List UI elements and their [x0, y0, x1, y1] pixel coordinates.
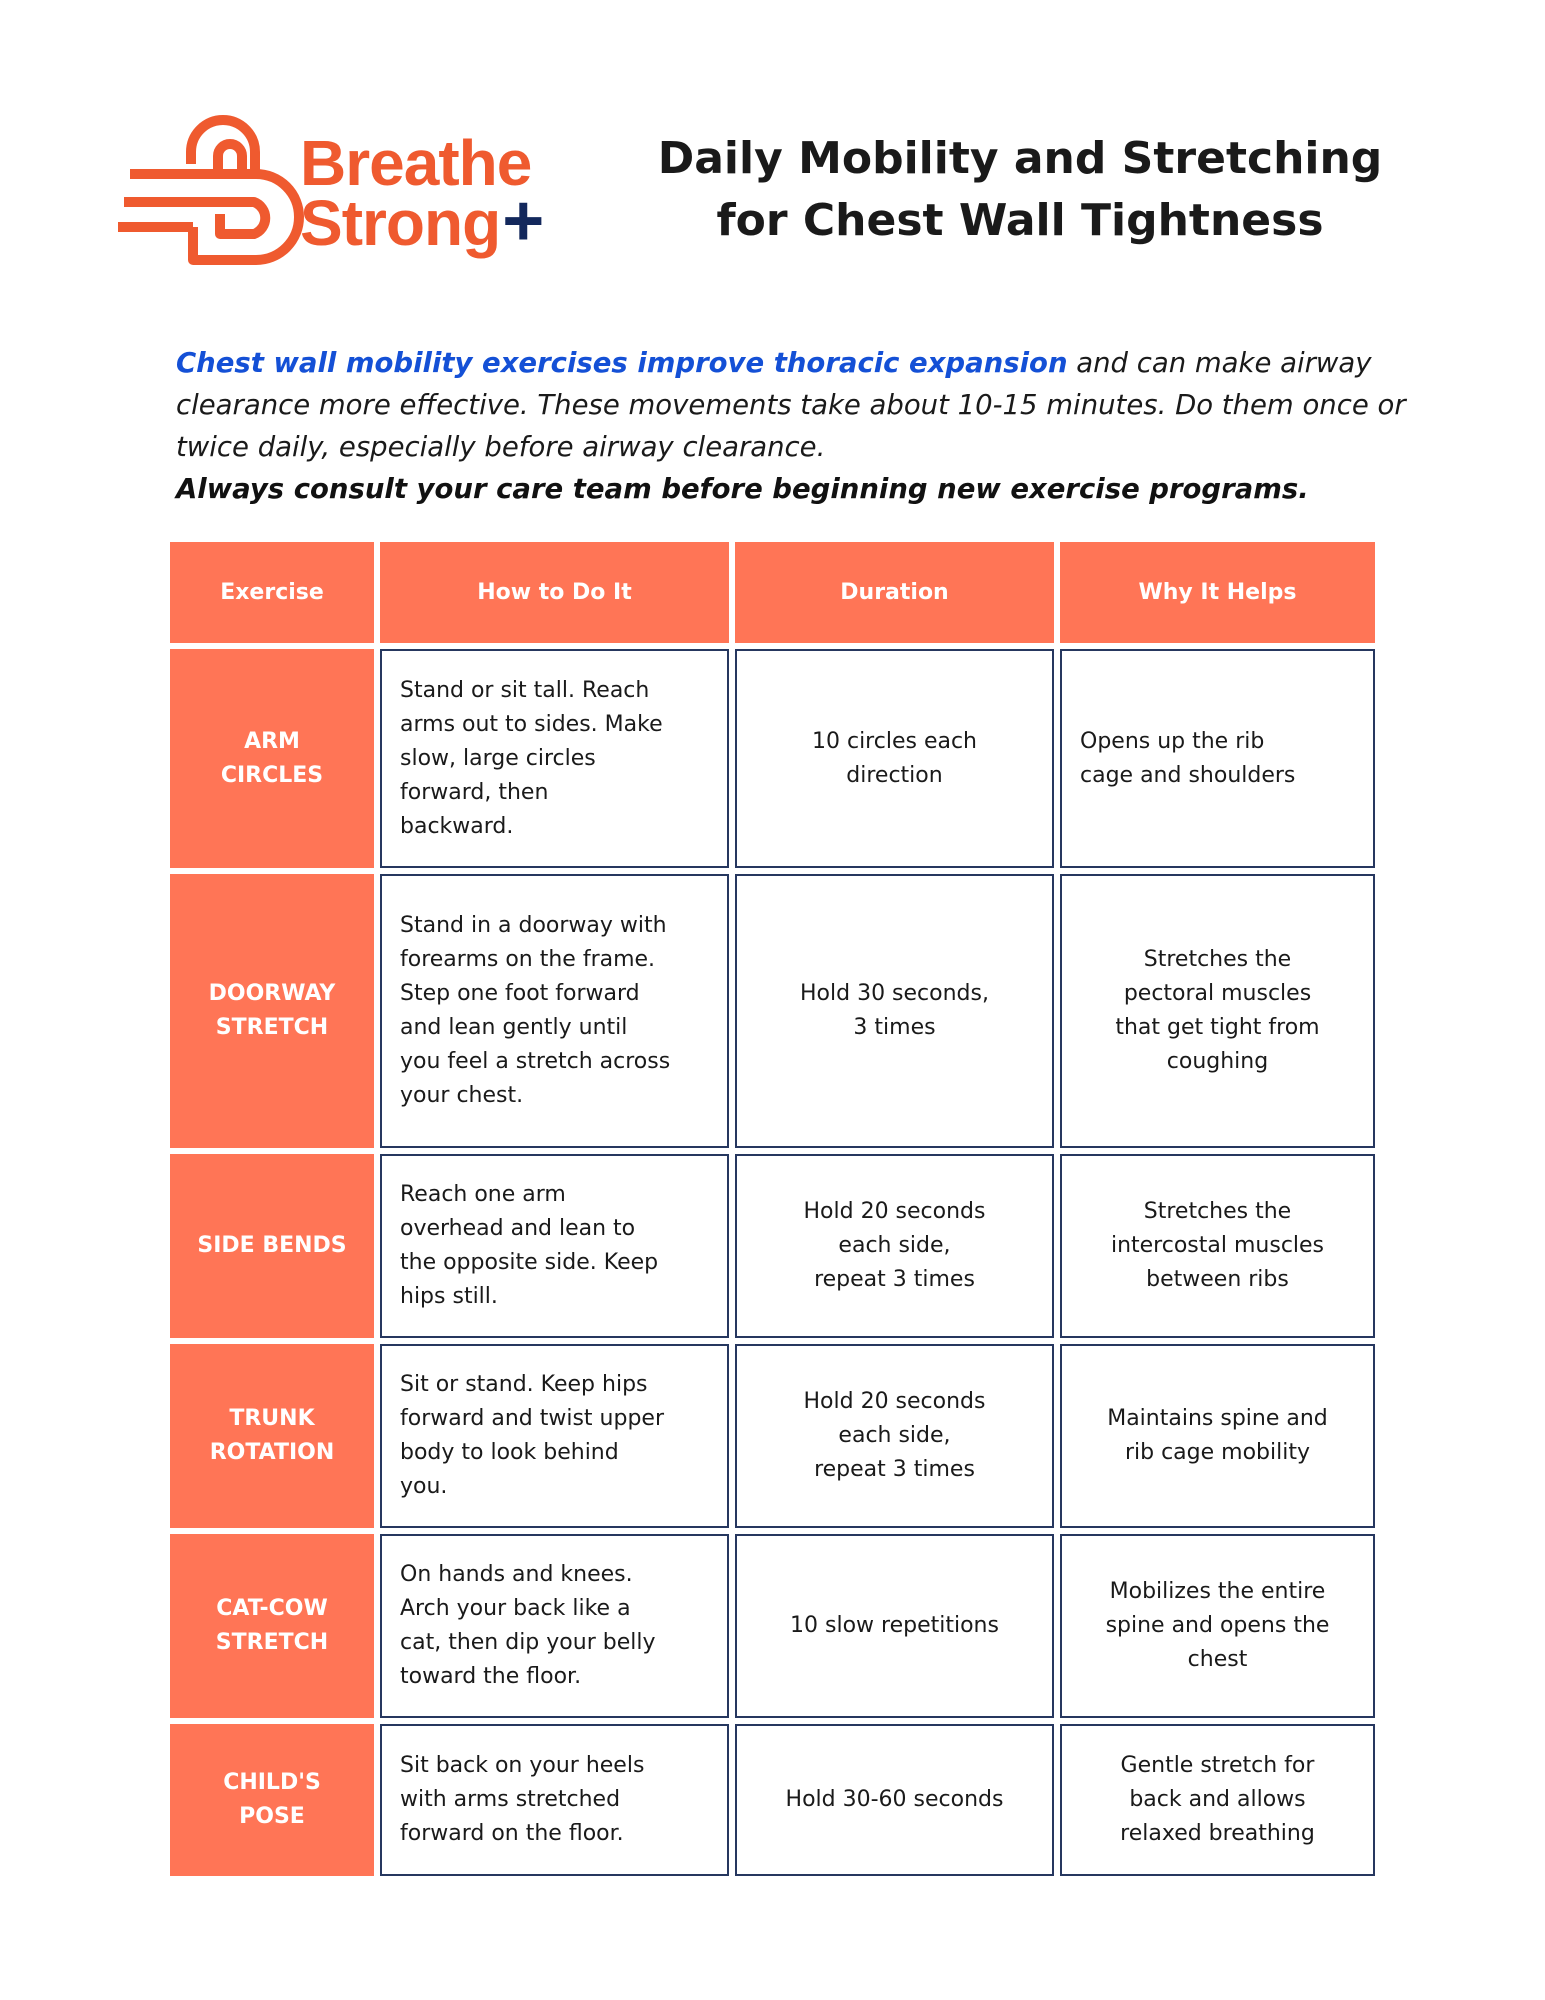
exercise-name-cell	[170, 649, 374, 868]
title-line-1: Daily Mobility and Stretching	[657, 133, 1383, 184]
how-cell	[380, 1724, 729, 1876]
breathe-b-icon	[108, 112, 308, 272]
intro-paragraph	[176, 342, 1416, 510]
brand-name-line2: Strong	[300, 187, 501, 259]
why-text: Mobilizes the entire spine and opens the chest	[1105, 1579, 1330, 1672]
header-how: How to Do It	[380, 542, 729, 643]
table-row	[170, 649, 1375, 868]
duration-text: 10 slow repetitions	[790, 1613, 999, 1638]
brand-name-line1: Breathe	[300, 127, 532, 199]
why-text: Opens up the rib cage and shoulders	[1080, 728, 1296, 788]
duration-text: Hold 20 seconds each side, repeat 3 times	[803, 1389, 986, 1482]
why-cell	[1060, 1344, 1375, 1528]
exercise-name: SIDE BENDS	[197, 1233, 347, 1258]
how-text: Reach one arm overhead and lean to the opposite side. Keep hips still.	[400, 1182, 659, 1309]
header-exercise: Exercise	[170, 542, 374, 643]
why-text: Stretches the pectoral muscles that get tight from coughing	[1115, 947, 1320, 1074]
how-cell	[380, 649, 729, 868]
duration-cell	[735, 1534, 1054, 1718]
table-row	[170, 1154, 1375, 1338]
how-cell	[380, 1344, 729, 1528]
duration-text: Hold 30-60 seconds	[785, 1787, 1004, 1812]
duration-cell	[735, 1344, 1054, 1528]
how-cell	[380, 1154, 729, 1338]
why-cell	[1060, 1154, 1375, 1338]
exercise-name-cell	[170, 1534, 374, 1718]
exercise-name-cell	[170, 874, 374, 1148]
exercise-table	[170, 542, 1375, 1882]
exercise-name: CHILD'S POSE	[223, 1770, 321, 1829]
duration-cell	[735, 1724, 1054, 1876]
intro-highlight: Chest wall mobility exercises improve thoracic expansion	[176, 347, 1068, 379]
duration-cell	[735, 1154, 1054, 1338]
duration-cell	[735, 649, 1054, 868]
table-header-row	[170, 542, 1375, 643]
exercise-name: DOORWAY STRETCH	[208, 981, 336, 1040]
table-row	[170, 1724, 1375, 1876]
table-row	[170, 1344, 1375, 1528]
duration-text: 10 circles each direction	[811, 728, 977, 788]
how-text: On hands and knees. Arch your back like a cat, then dip your belly toward the floor.	[400, 1562, 656, 1689]
page-title	[620, 128, 1420, 252]
intro-warning: Always consult your care team before beginning new exercise programs.	[176, 473, 1309, 505]
how-text: Stand in a doorway with forearms on the frame. Step one foot forward and lean gently until you feel a stretch across your chest.	[400, 913, 671, 1108]
why-text: Gentle stretch for back and allows relaxed breathing	[1120, 1753, 1315, 1846]
why-cell	[1060, 649, 1375, 868]
how-text: Sit back on your heels with arms stretched forward on the floor.	[400, 1753, 645, 1846]
why-cell	[1060, 1534, 1375, 1718]
duration-cell	[735, 874, 1054, 1148]
how-cell	[380, 1534, 729, 1718]
title-line-2: for Chest Wall Tightness	[716, 195, 1324, 246]
how-cell	[380, 874, 729, 1148]
how-text: Sit or stand. Keep hips forward and twist upper body to look behind you.	[400, 1372, 664, 1499]
exercise-name: ARM CIRCLES	[220, 728, 324, 788]
header-why: Why It Helps	[1060, 542, 1375, 643]
brand-logo	[108, 112, 588, 272]
duration-text: Hold 30 seconds, 3 times	[800, 981, 989, 1040]
exercise-name: CAT-COW STRETCH	[215, 1596, 329, 1655]
plus-icon: +	[502, 181, 544, 261]
exercise-name: TRUNK ROTATION	[209, 1406, 335, 1465]
exercise-name-cell	[170, 1154, 374, 1338]
why-cell	[1060, 874, 1375, 1148]
exercise-name-cell	[170, 1724, 374, 1876]
why-text: Maintains spine and rib cage mobility	[1107, 1406, 1328, 1465]
brand-name	[300, 127, 544, 261]
table-row	[170, 1534, 1375, 1718]
header-duration: Duration	[735, 542, 1054, 643]
how-text: Stand or sit tall. Reach arms out to sides. Make slow, large circles forward, then backward.	[400, 677, 663, 839]
table-row	[170, 874, 1375, 1148]
exercise-name-cell	[170, 1344, 374, 1528]
intro-text: and can make airway clearance more effective. These movements take about 10-15 minutes. Do them once or twice daily, especially before airway clearance.	[176, 347, 1406, 463]
why-text: Stretches the intercostal muscles between ribs	[1110, 1199, 1325, 1292]
why-cell	[1060, 1724, 1375, 1876]
duration-text: Hold 20 seconds each side, repeat 3 times	[803, 1199, 986, 1292]
